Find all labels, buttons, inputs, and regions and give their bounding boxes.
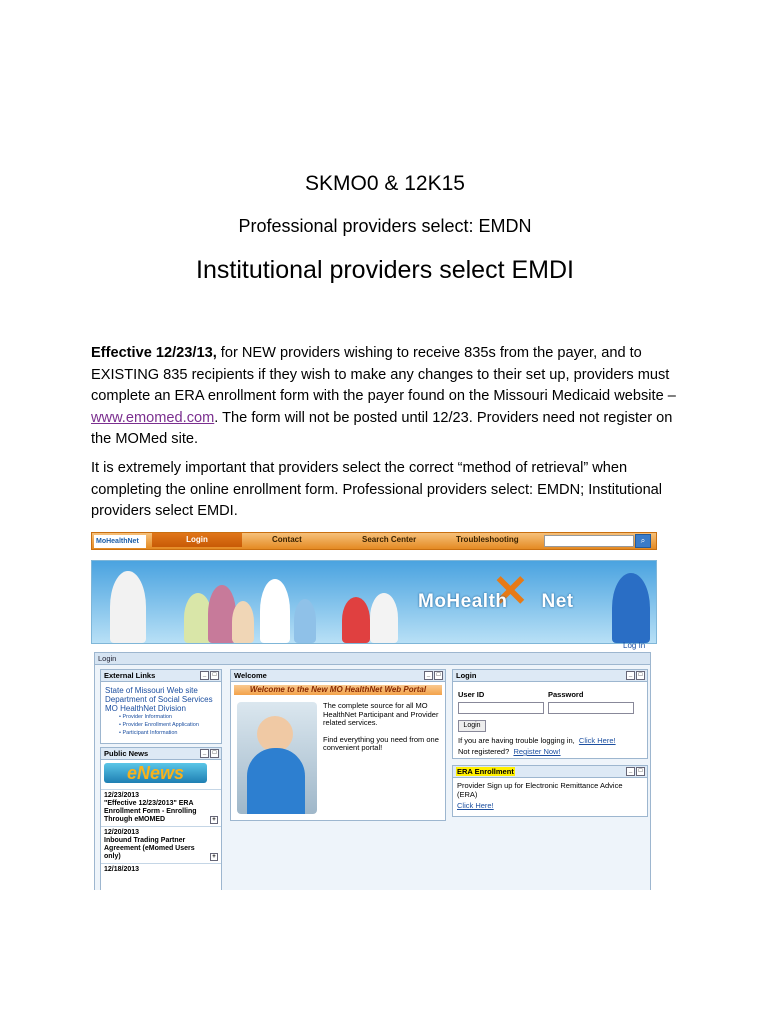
search-icon[interactable]: ⌕: [635, 534, 651, 548]
news-item[interactable]: 12/20/2013 Inbound Trading Partner Agreement (eMomed Users only) +: [101, 826, 221, 863]
hero-banner: [91, 560, 657, 644]
nav-bar: [91, 532, 657, 550]
minimize-icon[interactable]: _: [200, 749, 209, 758]
mohealthnet-screenshot: [91, 528, 681, 890]
register-text: Not registered? Register Now!: [458, 747, 561, 756]
welcome-banner: Welcome to the New MO HealthNet Web Portal: [234, 685, 442, 695]
password-label: Password: [548, 690, 584, 699]
trouble-text: If you are having trouble logging in, Click Here!: [458, 736, 616, 745]
minimize-icon[interactable]: _: [424, 671, 433, 680]
user-id-field[interactable]: [458, 702, 544, 714]
expand-icon[interactable]: +: [210, 816, 218, 824]
minimize-icon[interactable]: _: [200, 671, 209, 680]
mohealthnet-logo-x: ✕: [492, 567, 529, 616]
era-title: ERA Enrollment _ □: [453, 766, 647, 778]
mohealthnet-logo-small: MoHealthNet: [94, 535, 146, 548]
doctor-figure-2: [260, 579, 290, 643]
portal-title: Login: [95, 653, 650, 665]
nurse-figure: [612, 573, 650, 643]
link-dss[interactable]: Department of Social Services: [105, 695, 213, 704]
era-enrollment-box: [452, 765, 648, 817]
maximize-icon[interactable]: □: [210, 749, 219, 758]
nurse-photo: [237, 702, 317, 814]
era-text: Provider Sign up for Electronic Remittance Advice (ERA): [457, 781, 623, 799]
nav-contact[interactable]: Contact: [272, 535, 302, 544]
link-participant-info[interactable]: • Participant Information: [119, 730, 178, 736]
public-news-box: [100, 747, 222, 890]
document-title: SKMO0 & 12K15: [305, 172, 465, 195]
link-provider-info[interactable]: • Provider Information: [119, 714, 172, 720]
woman-figure: [342, 597, 370, 643]
expand-icon[interactable]: +: [210, 853, 218, 861]
caregiver-figure: [370, 593, 398, 643]
trouble-link[interactable]: Click Here!: [578, 736, 616, 745]
register-link[interactable]: Register Now!: [513, 747, 561, 756]
nav-login[interactable]: Login: [152, 533, 242, 547]
link-mhd[interactable]: MO HealthNet Division: [105, 704, 186, 713]
link-state-missouri[interactable]: State of Missouri Web site: [105, 686, 198, 695]
era-click-here-link[interactable]: Click Here!: [457, 801, 494, 810]
user-id-label: User ID: [458, 690, 485, 699]
paragraph-text: for NEW providers wishing to receive 835s from the payer, and to EXISTING 835 recipients if they wish to make any changes to their set up, providers must complete an ERA enrollment form with the payer found on the Missouri Medicaid website –: [91, 345, 676, 404]
enews-banner: eNews: [104, 763, 207, 783]
nav-search-center[interactable]: Search Center: [362, 535, 417, 544]
external-links-title: External Links _ □: [101, 670, 221, 682]
external-links-box: [100, 669, 222, 744]
login-button[interactable]: Login: [458, 720, 486, 732]
welcome-text: The complete source for all MO HealthNet Participant and Provider related services. Find everything you need from one convenient portal!: [323, 701, 439, 753]
minimize-icon[interactable]: _: [626, 671, 635, 680]
maximize-icon[interactable]: □: [636, 767, 645, 776]
maximize-icon[interactable]: □: [210, 671, 219, 680]
login-title: Login _ □: [453, 670, 647, 682]
doctor-figure: [110, 571, 146, 643]
welcome-box: [230, 669, 446, 821]
child-figure: [232, 601, 254, 643]
news-item[interactable]: 12/23/2013 "Effective 12/23/2013" ERA Enrollment Form - Enrolling Through eMOMED +: [101, 789, 221, 826]
search-input[interactable]: [544, 535, 634, 547]
welcome-title: Welcome _ □: [231, 670, 445, 682]
paragraph-text: . The form will not be posted until 12/23. Providers need not register on the MOMed site.: [91, 409, 673, 447]
link-provider-enrollment[interactable]: • Provider Enrollment Application: [119, 722, 199, 728]
login-box: [452, 669, 648, 759]
girl-figure: [294, 599, 316, 643]
paragraph-retrieval: It is extremely important that providers select the correct “method of retrieval” when completing the online enrollment form. Professional providers select: EMDN; Institutional providers select EMDI.: [91, 460, 663, 519]
nav-troubleshooting[interactable]: Troubleshooting: [456, 535, 519, 544]
emomed-link[interactable]: www.emomed.com: [91, 409, 215, 426]
password-field[interactable]: [548, 702, 634, 714]
maximize-icon[interactable]: □: [434, 671, 443, 680]
portal-panel: [94, 652, 651, 890]
news-item[interactable]: 12/18/2013: [101, 863, 221, 876]
log-in-link[interactable]: Log In: [623, 641, 646, 650]
institutional-subtitle: Institutional providers select EMDI: [196, 256, 574, 284]
mohealthnet-logo: MoHealth Net: [418, 591, 574, 612]
paragraph-effective: [91, 343, 681, 451]
effective-date: Effective 12/23/13,: [91, 345, 217, 361]
public-news-title: Public News _ □: [101, 748, 221, 760]
professional-subtitle: Professional providers select: EMDN: [238, 216, 532, 236]
maximize-icon[interactable]: □: [636, 671, 645, 680]
minimize-icon[interactable]: _: [626, 767, 635, 776]
